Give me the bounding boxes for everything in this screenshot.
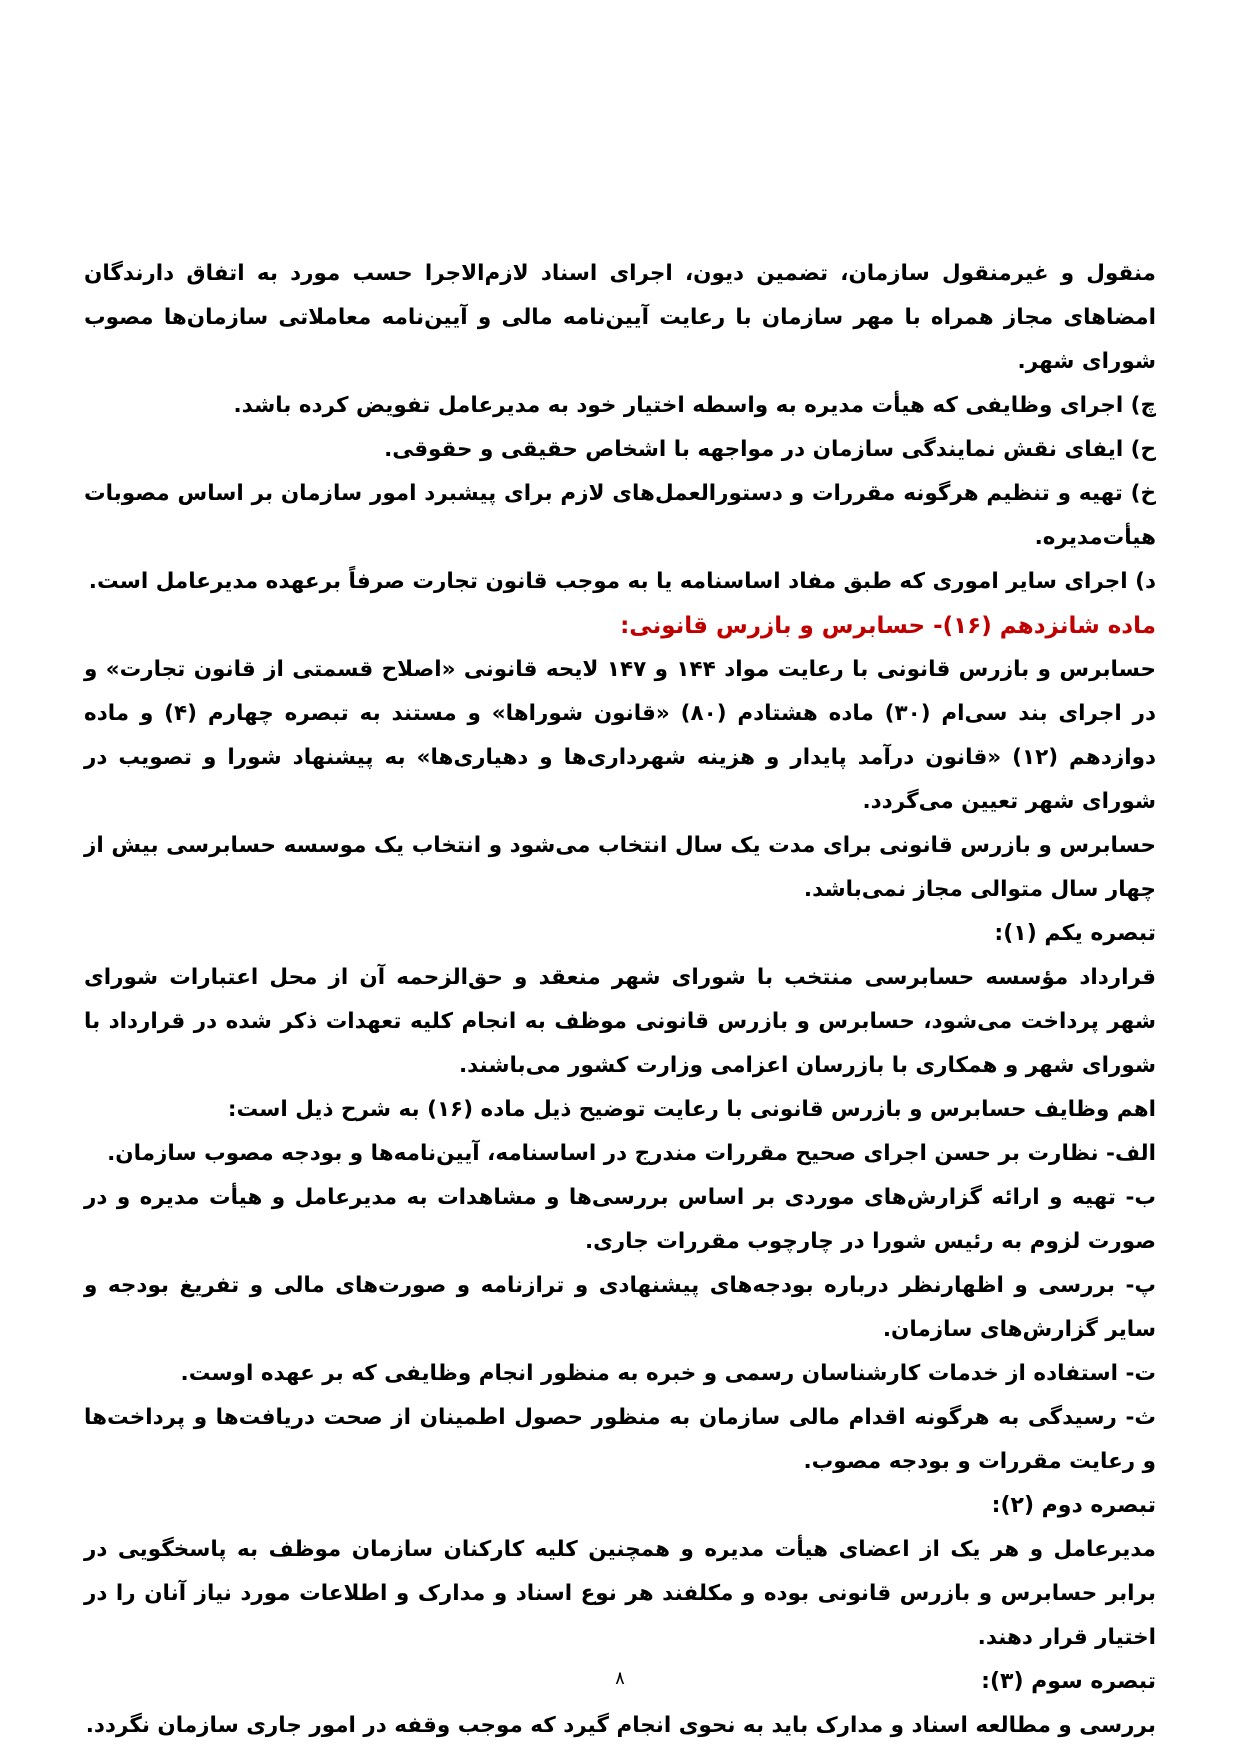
article-16-heading: ماده شانزدهم (۱۶)- حسابرس و بازرس قانونی: xyxy=(620,613,1156,639)
duty-be: ب- تهیه و ارائه گزارش‌های موردی بر اساس بررسی‌ها و مشاهدات به مدیرعامل و هیأت مدیره و در صورت لزوم به رئیس شورا در چارچوب مقررات جاری. xyxy=(84,1185,1156,1254)
clause-dal: د) اجرای سایر اموری که طبق مفاد اساسنامه یا به موجب قانون تجارت صرفاً برعهده مدیرعامل است. xyxy=(88,569,1156,594)
clause-khe: خ) تهیه و تنظیم هرگونه مقررات و دستورالعمل‌های لازم برای پیشبرد امور سازمان بر اساس مصوبات هیأت‌مدیره. xyxy=(84,481,1156,550)
duty-se: ث- رسیدگی به هرگونه اقدام مالی سازمان به منظور حصول اطمینان از صحت دریافت‌ها و پرداخت‌ها و رعایت مقررات و بودجه مصوب. xyxy=(84,1405,1156,1474)
clause-che: چ) اجرای وظایفی که هیأت مدیره به واسطه اختیار خود به مدیرعامل تفویض کرده باشد. xyxy=(233,393,1156,418)
note-3-heading: تبصره سوم (۳): xyxy=(981,1669,1156,1694)
note-2-paragraph: مدیرعامل و هر یک از اعضای هیأت مدیره و همچنین کلیه کارکنان سازمان موظف به پاسخگویی در برابر حسابرس و بازرس قانونی بوده و مکلفند هر نوع اسناد و مدارک و اطلاعات مورد نیاز آنان را در اختیار قرار دهند. xyxy=(84,1537,1156,1650)
page-number: ۸ xyxy=(615,1668,625,1689)
duty-alef: الف- نظارت بر حسن اجرای صحیح مقررات مندرج در اساسنامه، آیین‌نامه‌ها و بودجه مصوب سازمان. xyxy=(107,1141,1156,1166)
document-body xyxy=(84,252,1156,1748)
duty-te: ت- استفاده از خدمات کارشناسان رسمی و خبره به منظور انجام وظایفی که بر عهده اوست. xyxy=(180,1361,1156,1386)
note-1-heading: تبصره یکم (۱): xyxy=(994,921,1156,946)
article-16-intro-paragraph: حسابرس و بازرس قانونی با رعایت مواد ۱۴۴ و ۱۴۷ لایحه قانونی «اصلاح قسمتی از قانون تجارت» و در اجرای بند سی‌ام (۳۰) ماده هشتادم (۸۰) «قانون شوراها» و مستند به تبصره چهارم (۴) و ماده دوازدهم (۱۲) «قانون درآمد پایدار و هزینه شهرداری‌ها و دهیاری‌ها» به پیشنهاد شورا و تصویب در شورای شهر تعیین می‌گردد. xyxy=(84,657,1156,814)
note-2-heading: تبصره دوم (۲): xyxy=(991,1493,1156,1518)
note-1-paragraph: قرارداد مؤسسه حسابرسی منتخب با شورای شهر منعقد و حق‌الزحمه آن از محل اعتبارات شورای شهر پرداخت می‌شود، حسابرس و بازرس قانونی موظف به انجام کلیه تعهدات ذکر شده در قرارداد با شورای شهر و همکاری با بازرسان اعزامی وزارت کشور می‌باشند. xyxy=(84,965,1156,1078)
duty-pe: پ- بررسی و اظهارنظر درباره بودجه‌های پیشنهادی و ترازنامه و صورت‌های مالی و تفریغ بودجه و سایر گزارش‌های سازمان. xyxy=(84,1273,1156,1342)
duties-intro-paragraph: اهم وظایف حسابرس و بازرس قانونی با رعایت توضیح ذیل ماده (۱۶) به شرح ذیل است: xyxy=(227,1097,1156,1122)
auditor-term-paragraph: حسابرس و بازرس قانونی برای مدت یک سال انتخاب می‌شود و انتخاب یک موسسه حسابرسی بیش از چهار سال متوالی مجاز نمی‌باشد. xyxy=(84,833,1156,902)
clause-he: ح) ایفای نقش نمایندگی سازمان در مواجهه با اشخاص حقیقی و حقوقی. xyxy=(384,437,1156,462)
continuation-paragraph: منقول و غیرمنقول سازمان، تضمین دیون، اجرای اسناد لازم‌الاجرا حسب مورد به اتفاق دارندگان امضاهای مجاز همراه با مهر سازمان با رعایت آیین‌نامه مالی و آیین‌نامه معاملاتی سازمان‌ها مصوب شورای شهر. xyxy=(84,261,1156,374)
note-3-paragraph: بررسی و مطالعه اسناد و مدارک باید به نحوی انجام گیرد که موجب وقفه در امور جاری سازمان نگردد. xyxy=(85,1713,1156,1738)
